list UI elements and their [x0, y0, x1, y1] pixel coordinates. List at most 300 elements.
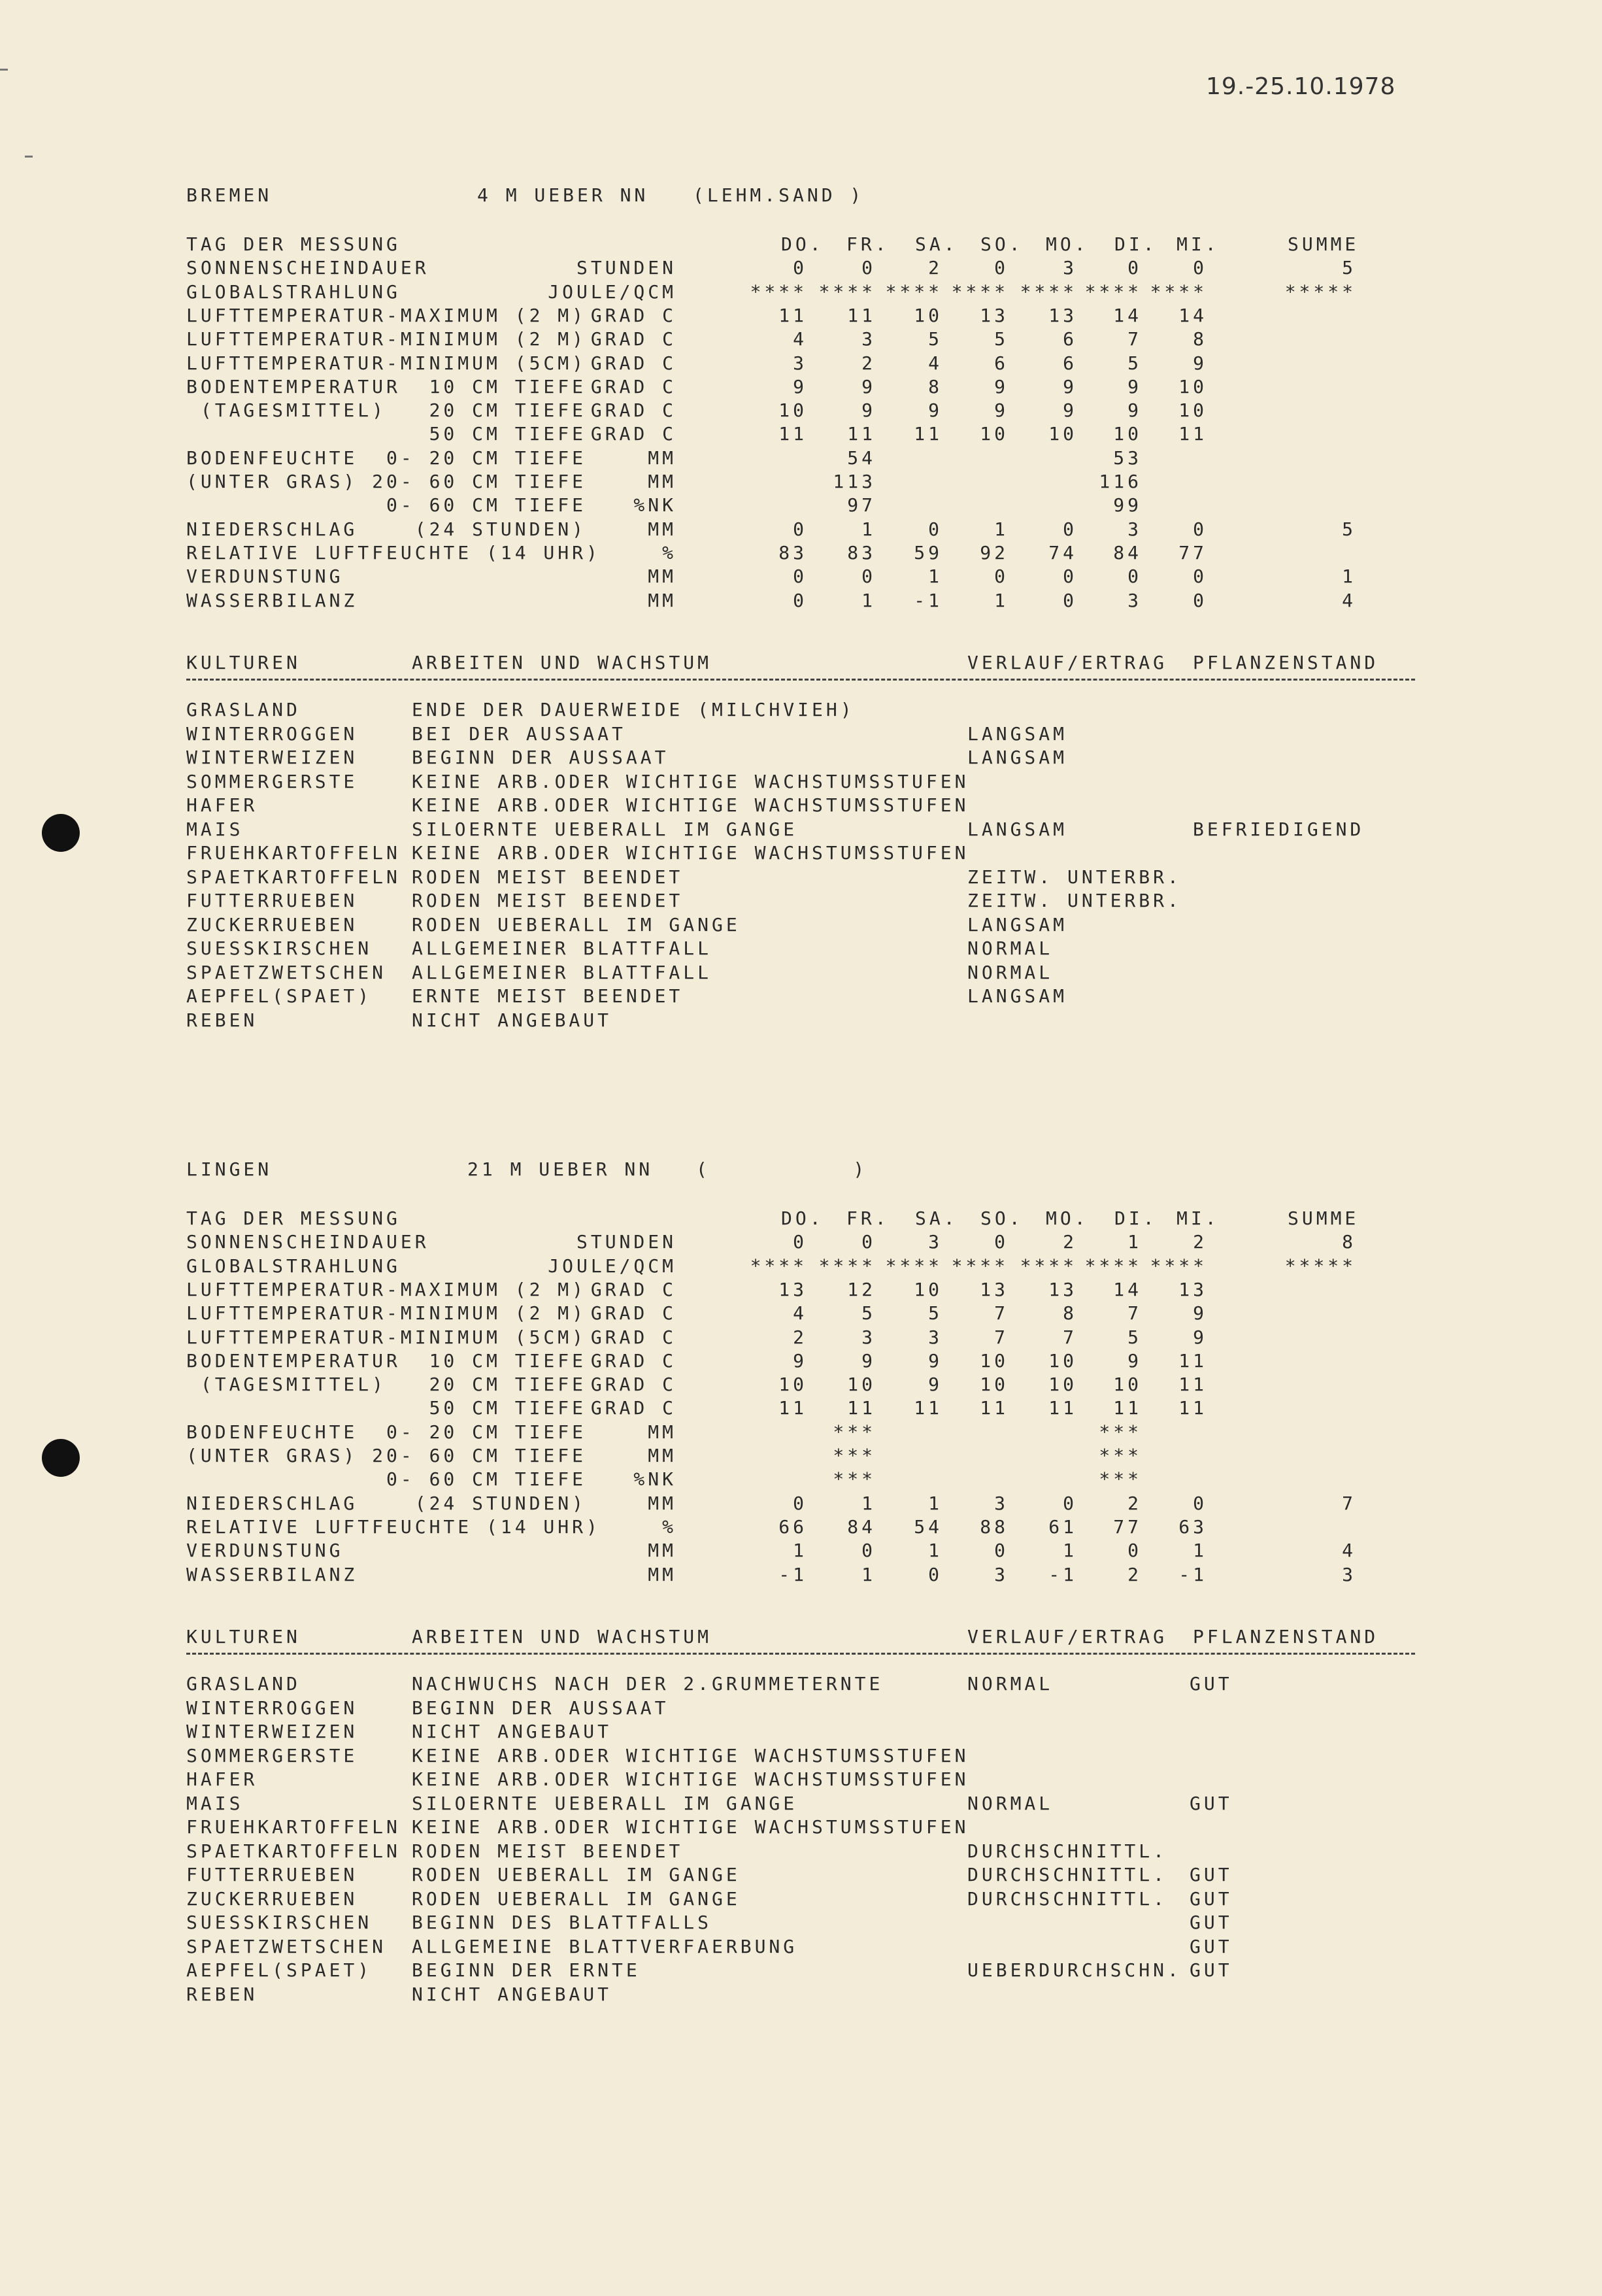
measurement-label: (UNTER GRAS) 20- 60 CM TIEFE [186, 471, 587, 492]
crop-name: AEPFEL(SPAET) [186, 985, 373, 1007]
day-column-header: MO. [1046, 1207, 1089, 1229]
punch-hole [42, 1439, 80, 1477]
day-column-header: FR. [846, 1207, 890, 1229]
measurement-value: 1 [994, 518, 1009, 540]
measurement-value: 1 [861, 518, 876, 540]
crop-name: SPAETZWETSCHEN [186, 962, 387, 983]
crop-work-status: NACHWUCHS NACH DER 2.GRUMMETERNTE [412, 1673, 884, 1695]
measurement-unit: GRAD C [590, 328, 676, 350]
measurement-label: BODENTEMPERATUR 10 CM TIEFE [186, 376, 587, 397]
measurement-value: **** [885, 281, 943, 303]
crop-name: HAFER [186, 794, 258, 816]
crop-work-status: ERNTE MEIST BEENDET [412, 985, 684, 1007]
page-edge-mark [25, 156, 33, 158]
measurement-label: LUFTTEMPERATUR-MAXIMUM (2 M) [186, 1279, 587, 1300]
measurement-value: 0 [994, 257, 1009, 279]
measurement-value: 7 [1127, 328, 1142, 350]
measurement-unit: JOULE/QCM [548, 281, 676, 303]
crop-name: GRASLAND [186, 699, 301, 720]
measurement-value: 92 [980, 542, 1009, 564]
crop-work-status: SILOERNTE UEBERALL IM GANGE [412, 1793, 798, 1814]
crop-condition: GUT [1190, 1793, 1233, 1814]
crop-name: WINTERROGGEN [186, 1697, 358, 1719]
measurement-unit: GRAD C [590, 352, 676, 374]
measurement-value: 0 [1193, 518, 1207, 540]
measurement-label: BODENFEUCHTE 0- 20 CM TIEFE [186, 447, 587, 469]
measurement-value: 11 [778, 305, 807, 326]
measurement-value: 3 [928, 1326, 943, 1348]
measurement-value: **** [1020, 281, 1077, 303]
measurement-label: LUFTTEMPERATUR-MAXIMUM (2 M) [186, 305, 587, 326]
crop-work-status: ALLGEMEINER BLATTFALL [412, 962, 712, 983]
measurement-value: **** [1150, 281, 1207, 303]
measurement-value: 11 [1178, 1350, 1207, 1372]
measurement-value: 9 [1127, 1350, 1142, 1372]
measurement-value: 0 [1193, 590, 1207, 611]
measurement-value: 1 [928, 1493, 943, 1514]
measurement-value: 6 [1063, 328, 1077, 350]
crop-progress: NORMAL [967, 1793, 1054, 1814]
crops-header-kulturen: KULTUREN [186, 652, 301, 673]
measurement-value: 9 [793, 376, 807, 397]
crop-name: REBEN [186, 1009, 258, 1031]
crop-work-status: RODEN MEIST BEENDET [412, 866, 684, 888]
measurement-unit: MM [648, 1564, 676, 1585]
measurement-value: 61 [1048, 1516, 1077, 1538]
station-name: BREMEN [186, 184, 273, 206]
measurement-unit: STUNDEN [576, 1231, 676, 1253]
measurement-value: 3 [994, 1493, 1009, 1514]
measurement-value: -1 [778, 1564, 807, 1585]
measurement-value: 77 [1178, 542, 1207, 564]
measurement-value: 0 [793, 1231, 807, 1253]
station-section-lingen [186, 1160, 1428, 2030]
crop-work-status: KEINE ARB.ODER WICHTIGE WACHSTUMSSTUFEN [412, 1745, 969, 1766]
measurement-unit: GRAD C [590, 1374, 676, 1395]
crop-work-status: BEGINN DER AUSSAAT [412, 1697, 669, 1719]
crop-progress: LANGSAM [967, 747, 1068, 768]
measurement-value: **** [750, 1255, 807, 1277]
crop-name: SOMMERGERSTE [186, 771, 358, 792]
measurement-value: 97 [847, 494, 876, 516]
measurement-label: GLOBALSTRAHLUNG [186, 1255, 401, 1277]
measurement-value: 54 [847, 447, 876, 469]
crop-work-status: RODEN UEBERALL IM GANGE [412, 914, 741, 936]
station-elevation: 4 M UEBER NN [477, 184, 649, 206]
measurement-value: 10 [1178, 376, 1207, 397]
crop-name: SPAETKARTOFFELN [186, 1840, 401, 1862]
measurement-value: 83 [847, 542, 876, 564]
measurement-unit: %NK [633, 494, 676, 516]
crop-name: GRASLAND [186, 1673, 301, 1695]
measurement-value: 0 [1063, 1493, 1077, 1514]
measurement-value: 14 [1113, 305, 1142, 326]
measurement-value: 0 [1063, 566, 1077, 587]
crop-work-status: ENDE DER DAUERWEIDE (MILCHVIEH) [412, 699, 855, 720]
measurement-value: 0 [1063, 590, 1077, 611]
measurement-sum: 3 [1342, 1564, 1356, 1585]
crops-header-stand: PFLANZENSTAND [1193, 652, 1379, 673]
day-column-header: MI. [1176, 1207, 1220, 1229]
crop-name: SUESSKIRSCHEN [186, 1912, 373, 1933]
measurement-value: 9 [994, 376, 1009, 397]
crop-work-status: ALLGEMEINE BLATTVERFAERBUNG [412, 1936, 798, 1957]
measurement-value: 11 [847, 423, 876, 445]
measurement-unit: MM [648, 447, 676, 469]
measurement-label: BODENFEUCHTE 0- 20 CM TIEFE [186, 1421, 587, 1443]
measurement-value: 2 [1063, 1231, 1077, 1253]
measurement-value: 9 [1193, 352, 1207, 374]
measurement-value: 9 [928, 399, 943, 421]
measurement-value: 13 [1048, 1279, 1077, 1300]
measurement-label: VERDUNSTUNG [186, 566, 344, 587]
measurement-value: 3 [1127, 590, 1142, 611]
crop-progress: ZEITW. UNTERBR. [967, 890, 1182, 911]
crop-condition: GUT [1190, 1673, 1233, 1695]
measurement-unit: GRAD C [590, 376, 676, 397]
measurement-value: 63 [1178, 1516, 1207, 1538]
measurement-value: 77 [1113, 1516, 1142, 1538]
measurement-value: 7 [1127, 1302, 1142, 1324]
measurement-value: 53 [1113, 447, 1142, 469]
measurement-label: BODENTEMPERATUR 10 CM TIEFE [186, 1350, 587, 1372]
measurement-value: -1 [1178, 1564, 1207, 1585]
measurement-value: 9 [861, 399, 876, 421]
measurement-value: 3 [793, 352, 807, 374]
measurement-value: 11 [847, 1397, 876, 1419]
crop-work-status: KEINE ARB.ODER WICHTIGE WACHSTUMSSTUFEN [412, 842, 969, 864]
measurement-value: **** [951, 1255, 1009, 1277]
day-column-header: DO. [781, 1207, 824, 1229]
measurement-value: 0 [793, 590, 807, 611]
measurement-value: 11 [914, 423, 943, 445]
crops-header-stand: PFLANZENSTAND [1193, 1626, 1379, 1647]
measurement-label: 50 CM TIEFE [186, 1397, 587, 1419]
measurement-value: 10 [980, 423, 1009, 445]
day-column-header: DI. [1114, 1207, 1158, 1229]
crop-progress: DURCHSCHNITTL. [967, 1864, 1168, 1885]
measurement-value: 13 [980, 305, 1009, 326]
measurement-value: 0 [1193, 566, 1207, 587]
measurement-unit: GRAD C [590, 1397, 676, 1419]
measurement-unit: GRAD C [590, 1302, 676, 1324]
measurement-value: 14 [1178, 305, 1207, 326]
measurement-value: 0 [1193, 1493, 1207, 1514]
measurement-value: 11 [778, 423, 807, 445]
measurement-value: 11 [1178, 1397, 1207, 1419]
measurement-value: 9 [861, 376, 876, 397]
measurement-value: 99 [1113, 494, 1142, 516]
measurement-value: 0 [994, 1231, 1009, 1253]
crop-name: FRUEHKARTOFFELN [186, 842, 401, 864]
measurement-value: 11 [980, 1397, 1009, 1419]
crops-header-arbeiten: ARBEITEN UND WACHSTUM [412, 652, 712, 673]
measurement-unit: STUNDEN [576, 257, 676, 279]
measurement-label: LUFTTEMPERATUR-MINIMUM (5CM) [186, 1326, 587, 1348]
measurement-value: 11 [1178, 423, 1207, 445]
measurement-value: 0 [994, 1540, 1009, 1561]
measurement-value: -1 [1048, 1564, 1077, 1585]
measurement-value: 0 [1127, 1540, 1142, 1561]
measurement-value: **** [818, 1255, 876, 1277]
measurement-value: 10 [1048, 1350, 1077, 1372]
measurement-value: 11 [1048, 1397, 1077, 1419]
measurement-sum: 4 [1342, 1540, 1356, 1561]
measurement-value: 0 [1127, 566, 1142, 587]
day-column-header: MO. [1046, 233, 1089, 255]
measurement-value: 0 [1063, 518, 1077, 540]
measurement-value: **** [1084, 1255, 1142, 1277]
measurement-value: 1 [928, 1540, 943, 1561]
measurement-sum: 7 [1342, 1493, 1356, 1514]
measurement-value: 7 [994, 1302, 1009, 1324]
measurement-value: 84 [1113, 542, 1142, 564]
measurement-value: 5 [1127, 352, 1142, 374]
measurement-value: 66 [778, 1516, 807, 1538]
measurement-label: NIEDERSCHLAG (24 STUNDEN) [186, 518, 587, 540]
day-column-header: DI. [1114, 233, 1158, 255]
measurement-unit: JOULE/QCM [548, 1255, 676, 1277]
measurement-value: 11 [914, 1397, 943, 1419]
crop-work-status: ALLGEMEINER BLATTFALL [412, 937, 712, 959]
dashed-separator [186, 679, 1415, 681]
measurement-value: 0 [1127, 257, 1142, 279]
measurement-value: 13 [778, 1279, 807, 1300]
crop-name: SOMMERGERSTE [186, 1745, 358, 1766]
measurement-value: 13 [980, 1279, 1009, 1300]
measurement-value: 10 [778, 1374, 807, 1395]
crop-name: MAIS [186, 819, 244, 840]
day-column-header: SO. [980, 233, 1024, 255]
measurement-value: 10 [980, 1374, 1009, 1395]
crop-condition: GUT [1190, 1912, 1233, 1933]
crop-work-status: RODEN UEBERALL IM GANGE [412, 1864, 741, 1885]
crop-name: WINTERWEIZEN [186, 1721, 358, 1742]
measurement-value: 88 [980, 1516, 1009, 1538]
crop-progress: UEBERDURCHSCHN. [967, 1959, 1182, 1981]
measurement-label: 0- 60 CM TIEFE [186, 1468, 587, 1490]
measurement-value: **** [818, 281, 876, 303]
crop-work-status: KEINE ARB.ODER WICHTIGE WACHSTUMSSTUFEN [412, 1768, 969, 1790]
measurement-value: 2 [793, 1326, 807, 1348]
crop-name: ZUCKERRUEBEN [186, 1888, 358, 1910]
measurement-value: 10 [1048, 423, 1077, 445]
measurement-value: 7 [994, 1326, 1009, 1348]
crop-name: WINTERWEIZEN [186, 747, 358, 768]
measurement-unit: GRAD C [590, 423, 676, 445]
measurement-label: LUFTTEMPERATUR-MINIMUM (2 M) [186, 1302, 587, 1324]
measurement-unit: MM [648, 518, 676, 540]
measurement-value: 5 [861, 1302, 876, 1324]
crop-name: ZUCKERRUEBEN [186, 914, 358, 936]
measurement-value: 54 [914, 1516, 943, 1538]
measurement-label: (TAGESMITTEL) 20 CM TIEFE [186, 1374, 587, 1395]
measurement-sum: ***** [1284, 1255, 1356, 1277]
day-column-header: SUMME [1288, 1207, 1360, 1229]
measurement-sum: 5 [1342, 257, 1356, 279]
measurement-value: 1 [928, 566, 943, 587]
measurement-value: 2 [928, 257, 943, 279]
measurement-value: 11 [1178, 1374, 1207, 1395]
measurement-value: 1 [1063, 1540, 1077, 1561]
crop-progress: LANGSAM [967, 723, 1068, 745]
crop-work-status: RODEN UEBERALL IM GANGE [412, 1888, 741, 1910]
crop-name: AEPFEL(SPAET) [186, 1959, 373, 1981]
crop-work-status: KEINE ARB.ODER WICHTIGE WACHSTUMSSTUFEN [412, 794, 969, 816]
crop-work-status: BEGINN DER ERNTE [412, 1959, 641, 1981]
measurement-value: 9 [1063, 376, 1077, 397]
page-edge-mark [0, 69, 8, 71]
measurement-value: 9 [1127, 399, 1142, 421]
measurement-unit: MM [648, 1540, 676, 1561]
measurement-value: 8 [928, 376, 943, 397]
crop-name: HAFER [186, 1768, 258, 1790]
measurement-unit: MM [648, 566, 676, 587]
crop-work-status: SILOERNTE UEBERALL IM GANGE [412, 819, 798, 840]
measurement-unit: %NK [633, 1468, 676, 1490]
crop-name: SPAETKARTOFFELN [186, 866, 401, 888]
measurement-value: 74 [1048, 542, 1077, 564]
day-column-header: FR. [846, 233, 890, 255]
measurement-value: 59 [914, 542, 943, 564]
measurement-label: LUFTTEMPERATUR-MINIMUM (2 M) [186, 328, 587, 350]
measurement-value: 0 [861, 1231, 876, 1253]
measurement-value: 9 [1127, 376, 1142, 397]
measurement-unit: GRAD C [590, 1326, 676, 1348]
crops-header-arbeiten: ARBEITEN UND WACHSTUM [412, 1626, 712, 1647]
measurement-value: 9 [1193, 1326, 1207, 1348]
measurement-value: 0 [793, 1493, 807, 1514]
measurement-value: 4 [793, 328, 807, 350]
measurement-value: 1 [861, 1493, 876, 1514]
measurement-value: *** [1099, 1421, 1142, 1443]
station-elevation: 21 M UEBER NN [467, 1158, 654, 1180]
crop-condition: GUT [1190, 1864, 1233, 1885]
measurement-value: 5 [994, 328, 1009, 350]
measurement-sum: 1 [1342, 566, 1356, 587]
measurement-value: *** [833, 1421, 876, 1443]
measurement-value: 0 [994, 566, 1009, 587]
crop-work-status: NICHT ANGEBAUT [412, 1721, 612, 1742]
measurement-value: 83 [778, 542, 807, 564]
measurement-value: 0 [861, 257, 876, 279]
measurement-value: 0 [793, 257, 807, 279]
measurement-unit: MM [648, 590, 676, 611]
measurement-unit: GRAD C [590, 1350, 676, 1372]
crop-progress: DURCHSCHNITTL. [967, 1840, 1168, 1862]
crop-name: FUTTERRUEBEN [186, 890, 358, 911]
crop-condition: BEFRIEDIGEND [1193, 819, 1365, 840]
measurement-value: *** [833, 1445, 876, 1466]
measurement-value: 3 [861, 328, 876, 350]
measurement-value: 5 [928, 1302, 943, 1324]
measurement-sum: 5 [1342, 518, 1356, 540]
measurement-value: 10 [914, 305, 943, 326]
crop-name: REBEN [186, 1984, 258, 2005]
measurement-unit: MM [648, 1493, 676, 1514]
measurement-value: 11 [778, 1397, 807, 1419]
measurement-value: 9 [994, 399, 1009, 421]
measurement-value: 2 [1127, 1493, 1142, 1514]
measurement-value: **** [951, 281, 1009, 303]
measurement-value: **** [1150, 1255, 1207, 1277]
measurement-unit: MM [648, 471, 676, 492]
measurement-value: 11 [847, 305, 876, 326]
crop-work-status: BEGINN DES BLATTFALLS [412, 1912, 712, 1933]
measurement-value: 4 [928, 352, 943, 374]
measurement-value: *** [1099, 1445, 1142, 1466]
measurement-sum: ***** [1284, 281, 1356, 303]
measurement-value: 3 [861, 1326, 876, 1348]
measurement-value: 12 [847, 1279, 876, 1300]
measurement-value: 10 [847, 1374, 876, 1395]
report-date: 19.-25.10.1978 [1206, 73, 1396, 100]
measurement-value: 1 [994, 590, 1009, 611]
measurement-label: GLOBALSTRAHLUNG [186, 281, 401, 303]
measurement-unit: GRAD C [590, 305, 676, 326]
day-column-header: MI. [1176, 233, 1220, 255]
crop-work-status: RODEN MEIST BEENDET [412, 1840, 684, 1862]
crop-progress: DURCHSCHNITTL. [967, 1888, 1168, 1910]
measurement-value: 11 [1113, 1397, 1142, 1419]
station-soil: ( ) [696, 1158, 868, 1180]
measurement-label: 0- 60 CM TIEFE [186, 494, 587, 516]
measurement-value: 3 [928, 1231, 943, 1253]
measurement-value: 9 [1063, 399, 1077, 421]
measurement-value: 9 [1193, 1302, 1207, 1324]
measurement-label: SONNENSCHEINDAUER [186, 257, 429, 279]
measurement-label: VERDUNSTUNG [186, 1540, 344, 1561]
crop-work-status: NICHT ANGEBAUT [412, 1984, 612, 2005]
measurement-value: 0 [861, 1540, 876, 1561]
crops-header-verlauf: VERLAUF/ERTRAG [967, 1626, 1168, 1647]
measurement-value: 6 [1063, 352, 1077, 374]
measurement-value: 2 [861, 352, 876, 374]
measurement-value: 5 [1127, 1326, 1142, 1348]
crop-progress: LANGSAM [967, 985, 1068, 1007]
measurement-value: *** [833, 1468, 876, 1490]
measurement-value: 0 [793, 518, 807, 540]
crop-work-status: RODEN MEIST BEENDET [412, 890, 684, 911]
measurement-value: **** [750, 281, 807, 303]
day-column-header: SUMME [1288, 233, 1360, 255]
measurement-label: RELATIVE LUFTFEUCHTE (14 UHR) [186, 1516, 601, 1538]
crop-work-status: KEINE ARB.ODER WICHTIGE WACHSTUMSSTUFEN [412, 771, 969, 792]
measurement-value: 2 [1193, 1231, 1207, 1253]
measurement-value: 1 [861, 590, 876, 611]
measurement-value: 10 [1048, 1374, 1077, 1395]
crop-name: SPAETZWETSCHEN [186, 1936, 387, 1957]
punch-hole [42, 814, 80, 852]
measurement-value: -1 [914, 590, 943, 611]
measurement-value: 113 [833, 471, 876, 492]
measurement-value: 10 [980, 1350, 1009, 1372]
crops-header-verlauf: VERLAUF/ERTRAG [967, 652, 1168, 673]
measurement-value: 0 [928, 1564, 943, 1585]
measurement-value: 7 [1063, 1326, 1077, 1348]
crop-progress: NORMAL [967, 962, 1054, 983]
measurement-value: **** [1084, 281, 1142, 303]
day-column-header: DO. [781, 233, 824, 255]
measurement-value: 10 [1178, 399, 1207, 421]
crop-progress: NORMAL [967, 1673, 1054, 1695]
measurement-label: (TAGESMITTEL) 20 CM TIEFE [186, 399, 587, 421]
measurement-value: 2 [1127, 1564, 1142, 1585]
measurement-value: 13 [1048, 305, 1077, 326]
crop-condition: GUT [1190, 1888, 1233, 1910]
measurement-value: *** [1099, 1468, 1142, 1490]
measurement-value: 84 [847, 1516, 876, 1538]
